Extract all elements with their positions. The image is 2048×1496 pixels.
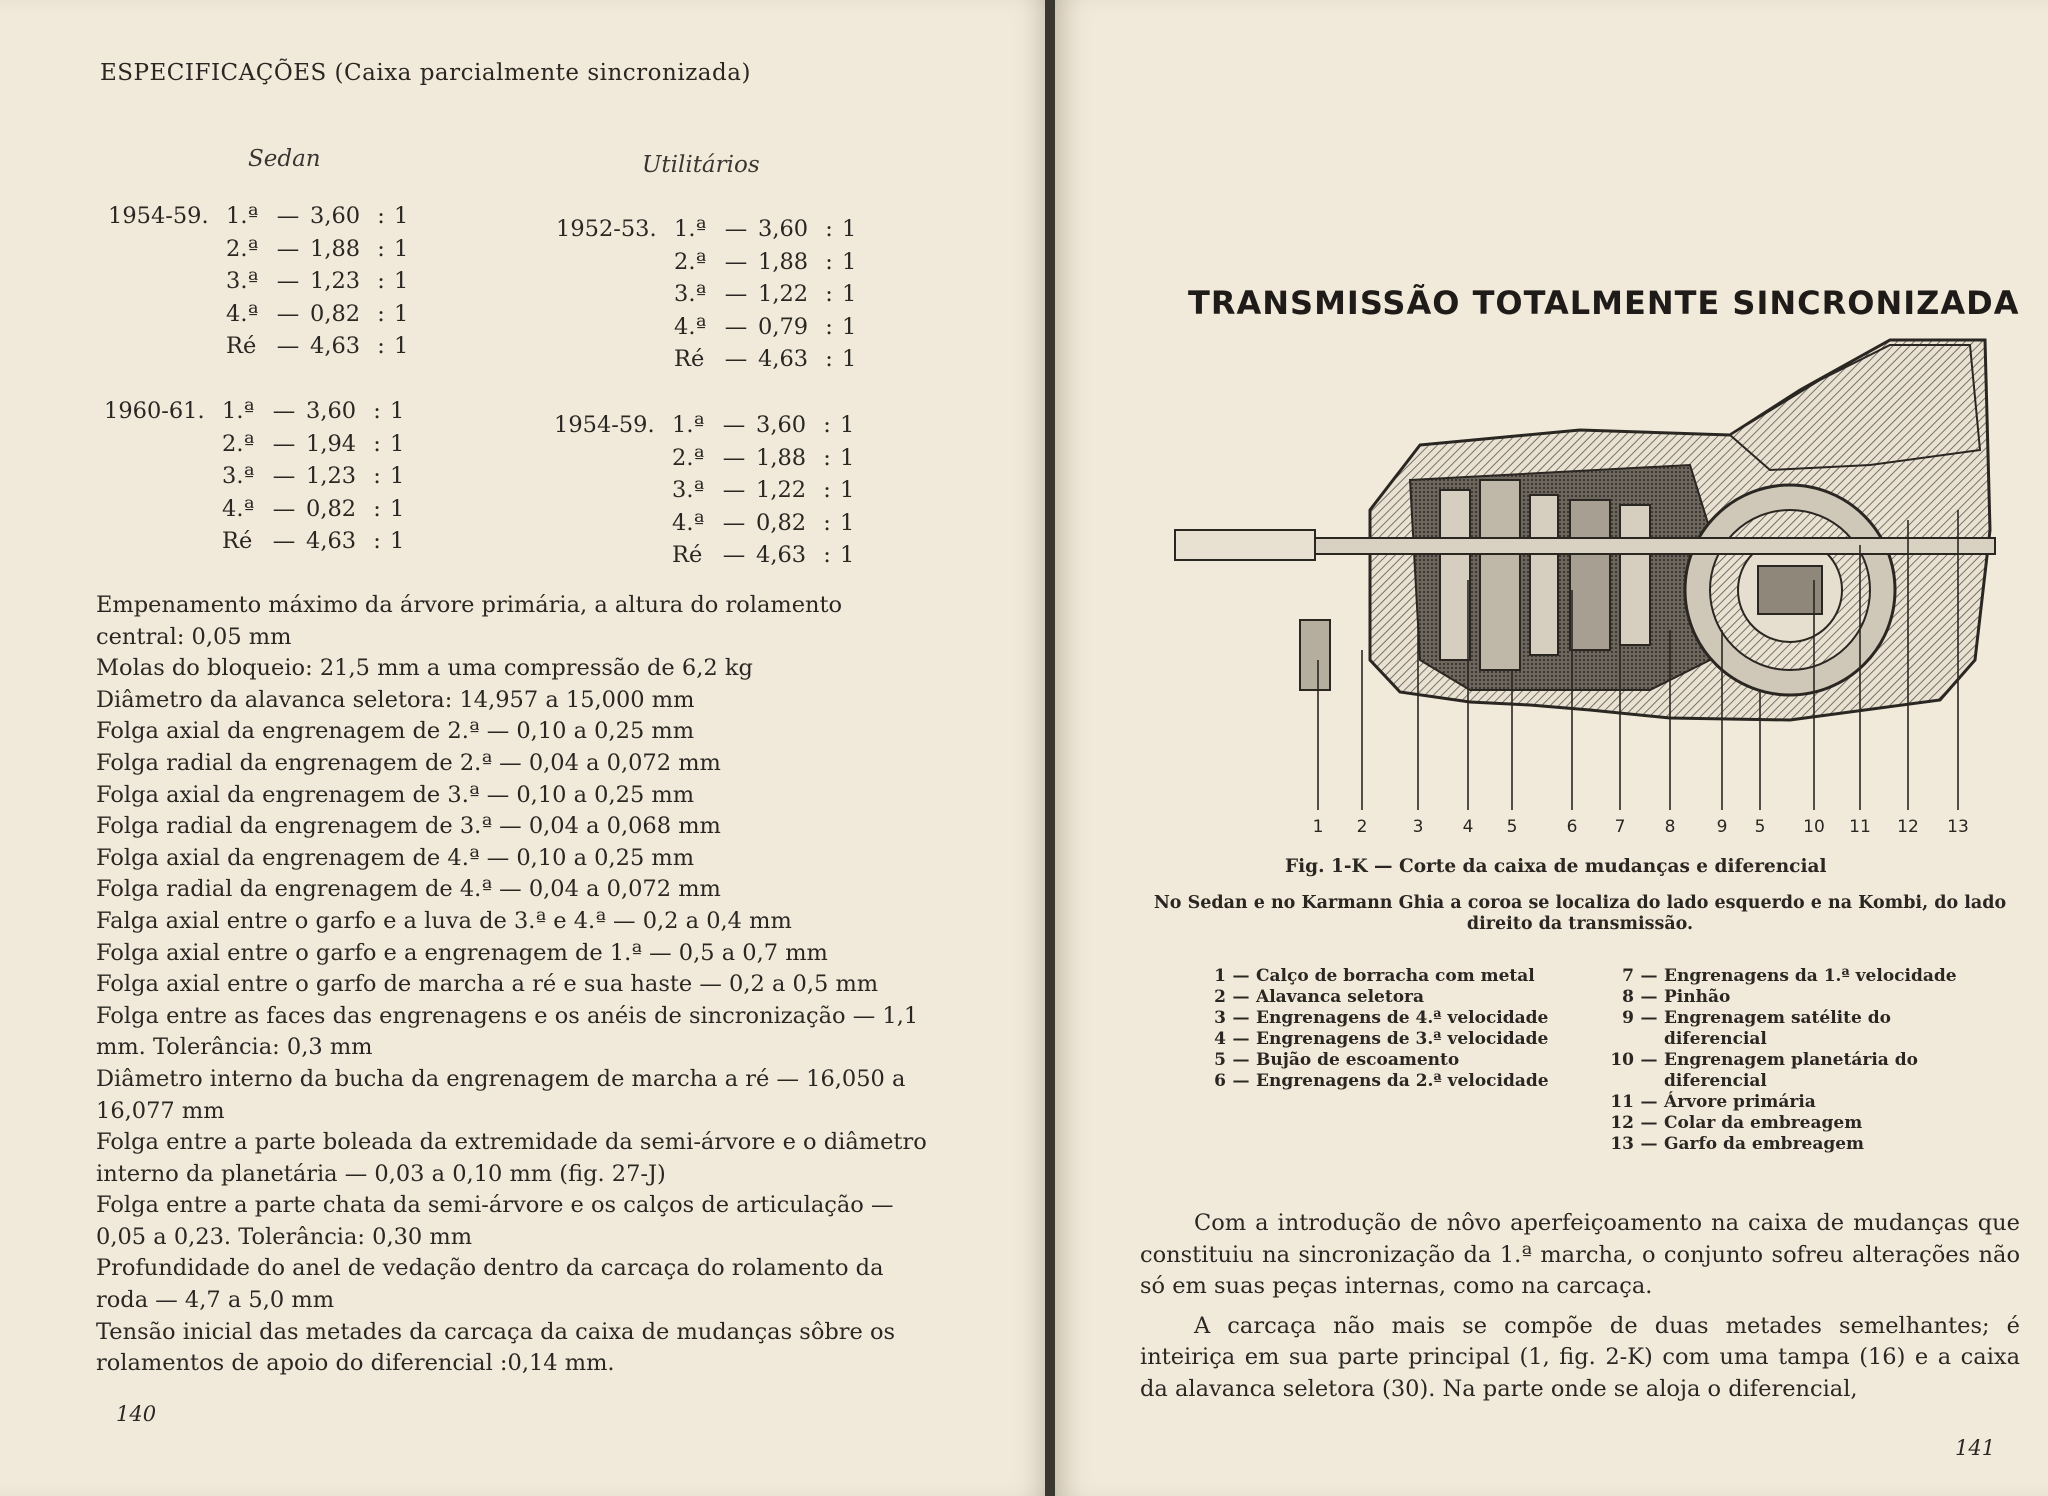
year-label: 1954-59.	[554, 412, 655, 438]
dash: —	[276, 333, 300, 359]
body-text	[1140, 1208, 2020, 1405]
gear-label: 4.ª	[222, 495, 255, 522]
ratio-value: 1,23	[310, 268, 361, 294]
spec-item: Folga axial entre o garfo e a engrenagem de 1.ª — 0,5 a 0,7 mm	[96, 939, 828, 966]
legend-dash: —	[1640, 1134, 1658, 1154]
page-number-right: 141	[1955, 1436, 1996, 1460]
colon: :	[377, 235, 385, 262]
colon: :	[823, 444, 831, 471]
gear-label: 2.ª	[672, 444, 705, 471]
colon: :	[823, 509, 831, 536]
dash: —	[276, 235, 300, 262]
callout-label: 9	[1716, 817, 1728, 837]
ratio-value: 3,60	[306, 398, 357, 424]
year-label	[108, 330, 226, 363]
ratio-value: 4,63	[306, 528, 357, 554]
legend-text: Alavanca seletora	[1256, 987, 1425, 1007]
legend-number: 2	[1214, 987, 1226, 1007]
ratio-table-util-1952	[556, 213, 862, 376]
legend-item	[1608, 1134, 1978, 1155]
ratio-row	[556, 246, 862, 279]
legend-text: Engrenagens de 4.ª velocidade	[1256, 1008, 1549, 1028]
spec-item: Tensão inicial das metades da carcaça da caixa de mudanças sôbre os rolamentos de apoio do diferencial :0,14 mm.	[96, 1318, 896, 1377]
ratio-one: 1	[842, 313, 857, 340]
legend-item	[1200, 1008, 1560, 1029]
ratio-row	[554, 409, 860, 442]
figure-note: No Sedan e no Karmann Ghia a coroa se localiza do lado esquerdo e na Kombi, do lado direito da transmissão.	[1153, 893, 2007, 934]
ratio-row	[556, 343, 862, 376]
year-label: 1952-53.	[556, 216, 657, 242]
legend-item	[1200, 987, 1560, 1008]
utilitarios-heading: Utilitários	[642, 152, 760, 178]
callout-label: 12	[1897, 817, 1919, 837]
ratio-row	[108, 200, 414, 233]
ratio-table-sedan-1954	[108, 200, 414, 363]
legend-item	[1608, 966, 1978, 987]
callout-label: 10	[1803, 817, 1825, 837]
callout-label: 8	[1664, 817, 1676, 837]
ratio-value: 0,82	[756, 509, 807, 536]
spec-item: Folga entre as faces das engrenagens e os anéis de sincronização — 1,1 mm. Tolerância: 0,3 mm	[96, 1002, 919, 1061]
legend-item	[1608, 1050, 1978, 1092]
spec-item: Folga radial da engrenagem de 3.ª — 0,04 a 0,068 mm	[96, 813, 721, 840]
legend-text: Engrenagens da 2.ª velocidade	[1256, 1071, 1549, 1091]
ratio-one: 1	[394, 333, 409, 359]
gear-label: 2.ª	[222, 430, 255, 457]
legend-text: Engrenagem satélite do diferencial	[1664, 1008, 1891, 1049]
dash: —	[276, 203, 300, 229]
dash: —	[724, 346, 748, 372]
dash: —	[722, 509, 746, 536]
legend-left	[1200, 966, 1560, 1092]
ratio-row	[554, 507, 860, 540]
ratio-row	[108, 265, 414, 298]
spec-item: Folga axial da engrenagem de 4.ª — 0,10 a 0,25 mm	[96, 844, 695, 871]
gear-label: 4.ª	[674, 313, 707, 340]
dash: —	[724, 313, 748, 340]
legend-number: 8	[1622, 987, 1634, 1007]
colon: :	[377, 203, 385, 229]
colon: :	[377, 300, 385, 327]
dash: —	[722, 477, 746, 503]
spec-item: Diâmetro interno da bucha da engrenagem de marcha a ré — 16,050 a 16,077 mm	[96, 1065, 906, 1124]
legend-dash: —	[1232, 987, 1250, 1007]
ratio-value: 1,22	[758, 281, 809, 307]
ratio-one: 1	[840, 477, 855, 503]
colon: :	[373, 398, 381, 424]
specs-title: ESPECIFICAÇÕES (Caixa parcialmente sincronizada)	[100, 60, 751, 86]
callout-label: 11	[1849, 817, 1871, 837]
ratio-value: 0,79	[758, 313, 809, 340]
colon: :	[825, 346, 833, 372]
gear-label: Ré	[226, 333, 257, 359]
legend-item	[1608, 1113, 1978, 1134]
colon: :	[825, 313, 833, 340]
legend-dash: —	[1640, 1113, 1658, 1133]
gear-label: Ré	[672, 542, 703, 568]
callout-label: 5	[1754, 817, 1766, 837]
colon: :	[825, 281, 833, 307]
legend-text: Garfo da embreagem	[1664, 1134, 1865, 1154]
ratio-row	[104, 493, 410, 526]
gear-label: 3.ª	[226, 268, 259, 294]
legend-right	[1608, 966, 1978, 1155]
legend-text: Pinhão	[1664, 987, 1731, 1007]
ratio-table-sedan-1960	[104, 395, 410, 558]
colon: :	[373, 528, 381, 554]
colon: :	[373, 430, 381, 457]
legend-number: 9	[1622, 1008, 1634, 1028]
ratio-value: 0,82	[306, 495, 357, 522]
ratio-one: 1	[394, 300, 409, 327]
year-label	[556, 343, 674, 376]
dash: —	[272, 398, 296, 424]
ratio-row	[108, 330, 414, 363]
spec-item: Folga axial entre o garfo de marcha a ré e sua haste — 0,2 a 0,5 mm	[96, 971, 879, 998]
ratio-row	[104, 428, 410, 461]
ratio-value: 1,22	[756, 477, 807, 503]
spec-item: Folga axial da engrenagem de 3.ª — 0,10 a 0,25 mm	[96, 781, 695, 808]
ratio-value: 1,88	[310, 235, 361, 262]
ratio-value: 1,23	[306, 463, 357, 489]
ratio-value: 3,60	[310, 203, 361, 229]
legend-dash: —	[1232, 1071, 1250, 1091]
ratio-value: 1,94	[306, 430, 357, 457]
year-label	[554, 507, 672, 540]
year-label	[104, 460, 222, 493]
ratio-value: 4,63	[310, 333, 361, 359]
year-label	[556, 246, 674, 279]
year-label	[554, 474, 672, 507]
legend-dash: —	[1640, 987, 1658, 1007]
gear-label: 2.ª	[674, 248, 707, 275]
callout-label: 1	[1312, 817, 1324, 837]
spec-item: Falga axial entre o garfo e a luva de 3.ª e 4.ª — 0,2 a 0,4 mm	[96, 907, 792, 934]
ratio-one: 1	[390, 463, 405, 489]
legend-text: Engrenagem planetária do diferencial	[1664, 1050, 1918, 1091]
gear-label: 1.ª	[226, 203, 259, 229]
ratio-row	[556, 311, 862, 344]
dash: —	[272, 495, 296, 522]
dash: —	[272, 528, 296, 554]
ratio-one: 1	[390, 495, 405, 522]
ratio-row	[554, 474, 860, 507]
spec-item: Folga entre a parte chata da semi-árvore e os calços de articulação — 0,05 a 0,23. Tolerância: 0,30 mm	[96, 1192, 894, 1250]
dash: —	[722, 542, 746, 568]
page-number-left: 140	[116, 1402, 157, 1426]
spec-item: Profundidade do anel de vedação dentro da carcaça do rolamento da roda — 4,7 a 5,0 mm	[96, 1255, 884, 1314]
gear-label: 4.ª	[672, 509, 705, 536]
legend-item	[1200, 1071, 1560, 1092]
paragraph: A carcaça não mais se compõe de duas metades semelhantes; é inteiriça em sua parte principal (1, fig. 2-K) com uma tampa (16) e a caixa da alavanca seletora (30). Na parte onde se aloja o diferencial,	[1140, 1312, 2020, 1402]
legend-dash: —	[1232, 1050, 1250, 1070]
legend-number: 6	[1214, 1071, 1226, 1091]
dash: —	[722, 412, 746, 438]
spec-list	[96, 590, 936, 1380]
ratio-row	[554, 539, 860, 572]
sedan-heading: Sedan	[248, 146, 321, 172]
legend-item	[1608, 1008, 1978, 1050]
spec-item: Folga entre a parte boleada da extremidade da semi-árvore e o diâmetro interno da planetária — 0,03 a 0,10 mm (fig. 27-J)	[96, 1129, 927, 1187]
callout-label: 5	[1506, 817, 1518, 837]
colon: :	[377, 268, 385, 294]
ratio-one: 1	[390, 430, 405, 457]
colon: :	[823, 477, 831, 503]
colon: :	[377, 333, 385, 359]
legend-number: 13	[1610, 1134, 1634, 1154]
legend-number: 5	[1214, 1050, 1226, 1070]
legend-dash: —	[1640, 1008, 1658, 1028]
dash: —	[272, 430, 296, 457]
legend-item	[1608, 987, 1978, 1008]
year-label	[108, 298, 226, 331]
legend-number: 3	[1214, 1008, 1226, 1028]
ratio-one: 1	[840, 542, 855, 568]
ratio-one: 1	[390, 528, 405, 554]
spec-item: Empenamento máximo da árvore primária, a altura do rolamento central: 0,05 mm	[96, 592, 843, 650]
legend-item	[1608, 1092, 1978, 1113]
legend-text: Engrenagens da 1.ª velocidade	[1664, 966, 1957, 986]
gear-label: 3.ª	[674, 281, 707, 307]
ratio-row	[104, 525, 410, 558]
ratio-one: 1	[394, 235, 409, 262]
legend-text: Calço de borracha com metal	[1256, 966, 1535, 986]
colon: :	[823, 542, 831, 568]
legend-item	[1200, 1029, 1560, 1050]
ratio-row	[104, 395, 410, 428]
legend-dash: —	[1232, 1029, 1250, 1049]
legend-number: 12	[1610, 1113, 1634, 1133]
year-label	[554, 442, 672, 475]
ratio-one: 1	[842, 281, 857, 307]
ratio-value: 3,60	[756, 412, 807, 438]
dash: —	[276, 268, 300, 294]
ratio-row	[108, 233, 414, 266]
year-label	[556, 311, 674, 344]
legend-text: Colar da embreagem	[1664, 1113, 1863, 1133]
dash: —	[724, 216, 748, 242]
gear-label: 1.ª	[222, 398, 255, 424]
legend-dash: —	[1640, 1092, 1658, 1112]
callout-label: 4	[1462, 817, 1474, 837]
year-label	[554, 539, 672, 572]
ratio-row	[108, 298, 414, 331]
ratio-one: 1	[394, 268, 409, 294]
paragraph: Com a introdução de nôvo aperfeiçoamento na caixa de mudanças que constituiu na sincronização da 1.ª marcha, o conjunto sofreu alterações não só em suas peças internas, como na carcaça.	[1140, 1210, 2020, 1299]
legend-dash: —	[1640, 1050, 1658, 1070]
year-label	[104, 428, 222, 461]
gear-label: 3.ª	[672, 477, 705, 503]
legend-dash: —	[1232, 966, 1250, 986]
ratio-one: 1	[840, 444, 855, 471]
colon: :	[823, 412, 831, 438]
callout-label: 6	[1566, 817, 1578, 837]
colon: :	[825, 248, 833, 275]
ratio-value: 3,60	[758, 216, 809, 242]
ratio-value: 1,88	[758, 248, 809, 275]
legend-number: 4	[1214, 1029, 1226, 1049]
legend-item	[1200, 1050, 1560, 1071]
ratio-value: 4,63	[758, 346, 809, 372]
year-label	[108, 265, 226, 298]
ratio-row	[104, 460, 410, 493]
dash: —	[276, 300, 300, 327]
legend-number: 11	[1610, 1092, 1634, 1112]
year-label	[556, 278, 674, 311]
ratio-row	[554, 442, 860, 475]
gear-label: 3.ª	[222, 463, 255, 489]
ratio-one: 1	[842, 346, 857, 372]
spec-item: Folga radial da engrenagem de 2.ª — 0,04 a 0,072 mm	[96, 749, 721, 776]
gear-label: 1.ª	[672, 412, 705, 438]
ratio-value: 0,82	[310, 300, 361, 327]
ratio-one: 1	[840, 509, 855, 536]
gear-label: 1.ª	[674, 216, 707, 242]
dash: —	[724, 281, 748, 307]
gear-label: Ré	[222, 528, 253, 554]
legend-text: Engrenagens de 3.ª velocidade	[1256, 1029, 1549, 1049]
callout-label: 2	[1356, 817, 1368, 837]
colon: :	[373, 463, 381, 489]
transmission-cutaway-drawing	[1170, 330, 2010, 850]
callout-label: 3	[1412, 817, 1424, 837]
ratio-table-util-1954	[554, 409, 860, 572]
gear-label: Ré	[674, 346, 705, 372]
legend-text: Árvore primária	[1664, 1092, 1816, 1112]
year-label	[104, 525, 222, 558]
callout-label: 13	[1947, 817, 1969, 837]
ratio-value: 4,63	[756, 542, 807, 568]
gear-label: 4.ª	[226, 300, 259, 327]
dash: —	[272, 463, 296, 489]
year-label	[108, 233, 226, 266]
legend-number: 10	[1610, 1050, 1634, 1070]
gear-label: 2.ª	[226, 235, 259, 262]
year-label: 1954-59.	[108, 203, 209, 229]
year-label	[104, 493, 222, 526]
ratio-one: 1	[840, 412, 855, 438]
ratio-row	[556, 278, 862, 311]
ratio-value: 1,88	[756, 444, 807, 471]
legend-number: 1	[1214, 966, 1226, 986]
spec-item: Diâmetro da alavanca seletora: 14,957 a 15,000 mm	[96, 686, 695, 713]
ratio-one: 1	[842, 248, 857, 275]
right-title: TRANSMISSÃO TOTALMENTE SINCRONIZADA	[1188, 284, 2020, 322]
legend-item	[1200, 966, 1560, 987]
legend-dash: —	[1640, 966, 1658, 986]
dash: —	[724, 248, 748, 275]
colon: :	[825, 216, 833, 242]
legend-dash: —	[1232, 1008, 1250, 1028]
ratio-one: 1	[394, 203, 409, 229]
dash: —	[722, 444, 746, 471]
ratio-one: 1	[390, 398, 405, 424]
ratio-one: 1	[842, 216, 857, 242]
ratio-row	[556, 213, 862, 246]
legend-text: Bujão de escoamento	[1256, 1050, 1460, 1070]
colon: :	[373, 495, 381, 522]
figure-caption: Fig. 1-K — Corte da caixa de mudanças e diferencial	[1285, 856, 1827, 877]
year-label: 1960-61.	[104, 398, 205, 424]
callout-label: 7	[1614, 817, 1626, 837]
spec-item: Molas do bloqueio: 21,5 mm a uma compressão de 6,2 kg	[96, 655, 753, 682]
legend-number: 7	[1622, 966, 1634, 986]
spec-item: Folga radial da engrenagem de 4.ª — 0,04 a 0,072 mm	[96, 876, 721, 903]
spec-item: Folga axial da engrenagem de 2.ª — 0,10 a 0,25 mm	[96, 718, 695, 745]
